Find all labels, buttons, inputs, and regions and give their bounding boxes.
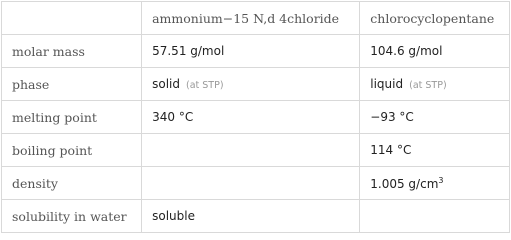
row-label-phase: phase (2, 68, 142, 101)
row-label-solubility: solubility in water (2, 200, 142, 233)
table-row (2, 167, 510, 200)
molar-mass-value-2: 104.6 g/mol (360, 35, 510, 68)
row-label-melting-point: melting point (2, 101, 142, 134)
header-compound-1: ammonium−15 N,d 4chloride (142, 2, 360, 35)
row-label-density: density (2, 167, 142, 200)
density-unit-exponent: 3 (438, 175, 444, 185)
phase-value-2: liquid (370, 77, 404, 91)
row-label-boiling-point: boiling point (2, 134, 142, 167)
boiling-point-value-2: 114 °C (360, 134, 510, 167)
boiling-point-value-1 (142, 134, 360, 167)
melting-point-value-2: −93 °C (360, 101, 510, 134)
row-label-molar-mass: molar mass (2, 35, 142, 68)
phase-note-2: (at STP) (409, 80, 447, 91)
table-header-row (2, 2, 510, 35)
solubility-value-2 (360, 200, 510, 233)
properties-table (1, 1, 510, 233)
phase-note-1: (at STP) (185, 80, 224, 91)
melting-point-value-1: 340 °C (142, 101, 360, 134)
phase-cell-2 (360, 68, 510, 101)
table-row (2, 68, 510, 101)
density-value-1 (142, 167, 360, 200)
table-row (2, 134, 510, 167)
density-cell-2 (360, 167, 510, 200)
table-row (2, 101, 510, 134)
phase-value-1: solid (152, 77, 180, 91)
table-row (2, 35, 510, 68)
phase-cell-1 (142, 68, 360, 101)
header-empty-cell (2, 2, 142, 35)
header-compound-2: chlorocyclopentane (360, 2, 510, 35)
table-row (2, 200, 510, 233)
density-value-2: 1.005 g/cm (370, 176, 439, 191)
molar-mass-value-1: 57.51 g/mol (142, 35, 360, 68)
solubility-value-1: soluble (142, 200, 360, 233)
